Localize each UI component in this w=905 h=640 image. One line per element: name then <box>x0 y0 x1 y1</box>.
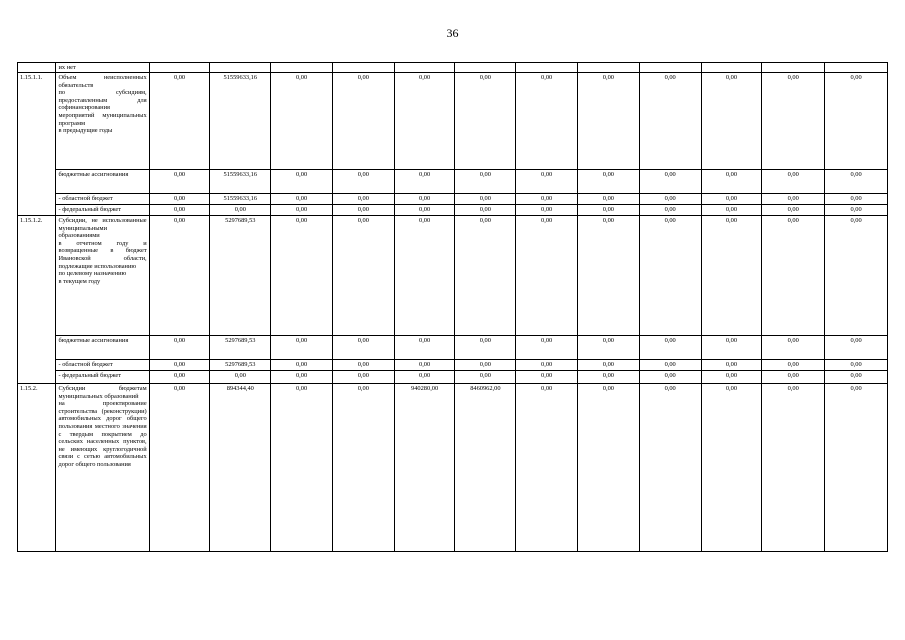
cell-value: 0,00 <box>701 216 762 336</box>
cell-value: 0,00 <box>332 336 394 360</box>
cell-value: 5297689,53 <box>210 216 271 336</box>
desc-line: бюджетные ассигнования <box>58 171 129 178</box>
cell-desc <box>56 360 149 371</box>
cell-value: 0,00 <box>455 73 516 170</box>
cell-value: 0,00 <box>516 170 578 194</box>
cell-value: 0,00 <box>762 205 825 216</box>
cell-value: 0,00 <box>825 205 888 216</box>
cell-value: 0,00 <box>701 194 762 205</box>
cell-value: 0,00 <box>825 194 888 205</box>
cell-value: 0,00 <box>578 216 640 336</box>
table-row <box>18 170 888 194</box>
cell-value: 0,00 <box>149 73 210 170</box>
desc-line: Субсидии бюджетам муниципальных образований <box>58 385 147 400</box>
cell-value: 0,00 <box>578 384 640 552</box>
cell-value: 0,00 <box>149 170 210 194</box>
cell-code: 1.15.1.1. <box>18 73 56 216</box>
cell-value: 0,00 <box>516 336 578 360</box>
cell-code: 1.15.2. <box>18 384 56 552</box>
cell-value: 0,00 <box>578 336 640 360</box>
cell-value: 0,00 <box>394 216 455 336</box>
cell-value: 0,00 <box>762 336 825 360</box>
cell-value: 0,00 <box>639 360 701 371</box>
cell-value: 0,00 <box>271 73 333 170</box>
budget-table <box>17 62 888 552</box>
desc-line: - областной бюджет <box>58 195 113 202</box>
cell-value: 0,00 <box>639 216 701 336</box>
cell-value: 0,00 <box>394 360 455 371</box>
table-row <box>18 371 888 384</box>
cell-value: 0,00 <box>149 194 210 205</box>
desc-line: на проектирование строительства (реконструкции) автомобильных дорог общего пользования местного значения с твердым покрытием до сельских населенных пунктов, не имеющих круглогодичной связи с сетью автомобильных дорог общего пользования <box>58 400 147 468</box>
cell-value: 0,00 <box>701 205 762 216</box>
cell-value: 0,00 <box>394 336 455 360</box>
cell-code: 1.15.1.2. <box>18 216 56 384</box>
cell-value: 0,00 <box>271 194 333 205</box>
cell-value: 0,00 <box>271 216 333 336</box>
cell-desc <box>56 336 149 360</box>
cell-value: 0,00 <box>455 170 516 194</box>
cell-value: 0,00 <box>332 205 394 216</box>
cell-value: 0,00 <box>455 216 516 336</box>
cell-value: 0,00 <box>332 371 394 384</box>
cell-desc <box>56 384 149 552</box>
table-row <box>18 360 888 371</box>
cell-value: 0,00 <box>455 205 516 216</box>
cell-value: 0,00 <box>825 73 888 170</box>
table-row <box>18 205 888 216</box>
cell-value: 0,00 <box>149 360 210 371</box>
cell-value: 0,00 <box>762 371 825 384</box>
cell-value: 0,00 <box>455 360 516 371</box>
desc-line: по целевому назначению <box>58 270 127 278</box>
cell-value: 0,00 <box>701 170 762 194</box>
cell-value: 0,00 <box>639 170 701 194</box>
cell-value: 0,00 <box>516 73 578 170</box>
cell-value: 0,00 <box>394 73 455 170</box>
cell-value: 0,00 <box>639 384 701 552</box>
cell-value: 0,00 <box>516 216 578 336</box>
cell-value: 0,00 <box>271 384 333 552</box>
desc-line: бюджетные ассигнования <box>58 337 129 344</box>
table-row-top <box>18 63 888 73</box>
cell-value: 0,00 <box>516 384 578 552</box>
cell-code <box>18 63 56 73</box>
cell-value: 0,00 <box>210 205 271 216</box>
cell-value: 0,00 <box>578 371 640 384</box>
cell-value: 0,00 <box>332 384 394 552</box>
cell-value: 0,00 <box>825 216 888 336</box>
table-row <box>18 216 888 336</box>
cell-value: 0,00 <box>825 371 888 384</box>
cell-value: 0,00 <box>394 170 455 194</box>
cell-value: 0,00 <box>332 73 394 170</box>
cell-value: 894344,40 <box>210 384 271 552</box>
cell-value: 0,00 <box>578 360 640 371</box>
cell-desc <box>56 371 149 384</box>
cell-value: 0,00 <box>578 73 640 170</box>
cell-value: 0,00 <box>149 336 210 360</box>
cell-value: 0,00 <box>639 371 701 384</box>
desc-line: Объем неисполненных обязательств <box>58 74 147 89</box>
cell-value: 5297689,53 <box>210 336 271 360</box>
cell-value: 51559633,16 <box>210 194 271 205</box>
cell-value: 0,00 <box>701 73 762 170</box>
cell-value: 0,00 <box>578 170 640 194</box>
cell-value: 0,00 <box>701 336 762 360</box>
desc-line: Субсидии, не использованные муниципальными образованиями <box>58 217 147 240</box>
cell-value: 0,00 <box>394 194 455 205</box>
table-row <box>18 194 888 205</box>
cell-value: 0,00 <box>639 336 701 360</box>
cell-value: 0,00 <box>332 360 394 371</box>
table-row <box>18 336 888 360</box>
cell-value: 0,00 <box>271 205 333 216</box>
cell-desc <box>56 194 149 205</box>
cell-value: 0,00 <box>578 194 640 205</box>
cell-value: 0,00 <box>394 371 455 384</box>
desc-line: в текущем году <box>58 277 101 285</box>
table-row <box>18 384 888 552</box>
desc-line: по субсидиям, предоставленным для софинансирования мероприятий муниципальных программ <box>58 89 147 127</box>
cell-value: 0,00 <box>639 73 701 170</box>
cell-value: 0,00 <box>762 360 825 371</box>
cell-value: 0,00 <box>825 170 888 194</box>
cell-value: 0,00 <box>332 170 394 194</box>
cell-value: 0,00 <box>210 371 271 384</box>
cell-value: 0,00 <box>271 170 333 194</box>
cell-value: 0,00 <box>149 216 210 336</box>
cell-value: 51559633,16 <box>210 73 271 170</box>
cell-value: 51559633,16 <box>210 170 271 194</box>
cell-value: 0,00 <box>516 360 578 371</box>
cell-value: 0,00 <box>394 205 455 216</box>
desc-line: - федеральный бюджет <box>58 372 122 379</box>
desc-line: в предыдущие годы <box>58 127 113 135</box>
cell-value: 0,00 <box>332 216 394 336</box>
cell-value: 0,00 <box>332 194 394 205</box>
cell-value: 0,00 <box>639 205 701 216</box>
cell-value: 0,00 <box>762 170 825 194</box>
cell-value: 0,00 <box>639 194 701 205</box>
cell-value: 0,00 <box>825 384 888 552</box>
cell-value: 0,00 <box>149 384 210 552</box>
cell-value: 0,00 <box>701 384 762 552</box>
desc-line: в отчетном году и возвращенные в бюджет Ивановской области, подлежащие использованию <box>58 239 147 270</box>
cell-value: 0,00 <box>271 371 333 384</box>
page-number: 36 <box>446 26 459 40</box>
cell-value: 0,00 <box>149 205 210 216</box>
cell-desc <box>56 170 149 194</box>
cell-value: 0,00 <box>516 194 578 205</box>
cell-value: 0,00 <box>762 384 825 552</box>
desc-line: - областной бюджет <box>58 361 113 368</box>
cell-desc <box>56 216 149 336</box>
cell-value: 0,00 <box>455 194 516 205</box>
cell-value: 0,00 <box>271 360 333 371</box>
cell-value: 0,00 <box>825 336 888 360</box>
table-body <box>18 63 888 552</box>
cell-value: 0,00 <box>271 336 333 360</box>
cell-value: 0,00 <box>516 371 578 384</box>
cell-value: 0,00 <box>578 205 640 216</box>
cell-value: 0,00 <box>701 371 762 384</box>
cell-value: 0,00 <box>455 371 516 384</box>
cell-value: 5297689,53 <box>210 360 271 371</box>
cell-value: 0,00 <box>762 73 825 170</box>
cell-value: 8460962,00 <box>455 384 516 552</box>
cell-value: 0,00 <box>701 360 762 371</box>
cell-desc: их нет <box>56 63 149 73</box>
cell-value: 940280,00 <box>394 384 455 552</box>
cell-value: 0,00 <box>455 336 516 360</box>
cell-value: 0,00 <box>762 194 825 205</box>
cell-value: 0,00 <box>825 360 888 371</box>
table-row <box>18 73 888 170</box>
desc-line: - федеральный бюджет <box>58 206 122 213</box>
cell-value: 0,00 <box>149 371 210 384</box>
cell-value: 0,00 <box>516 205 578 216</box>
cell-desc <box>56 205 149 216</box>
cell-desc <box>56 73 149 170</box>
cell-value: 0,00 <box>762 216 825 336</box>
